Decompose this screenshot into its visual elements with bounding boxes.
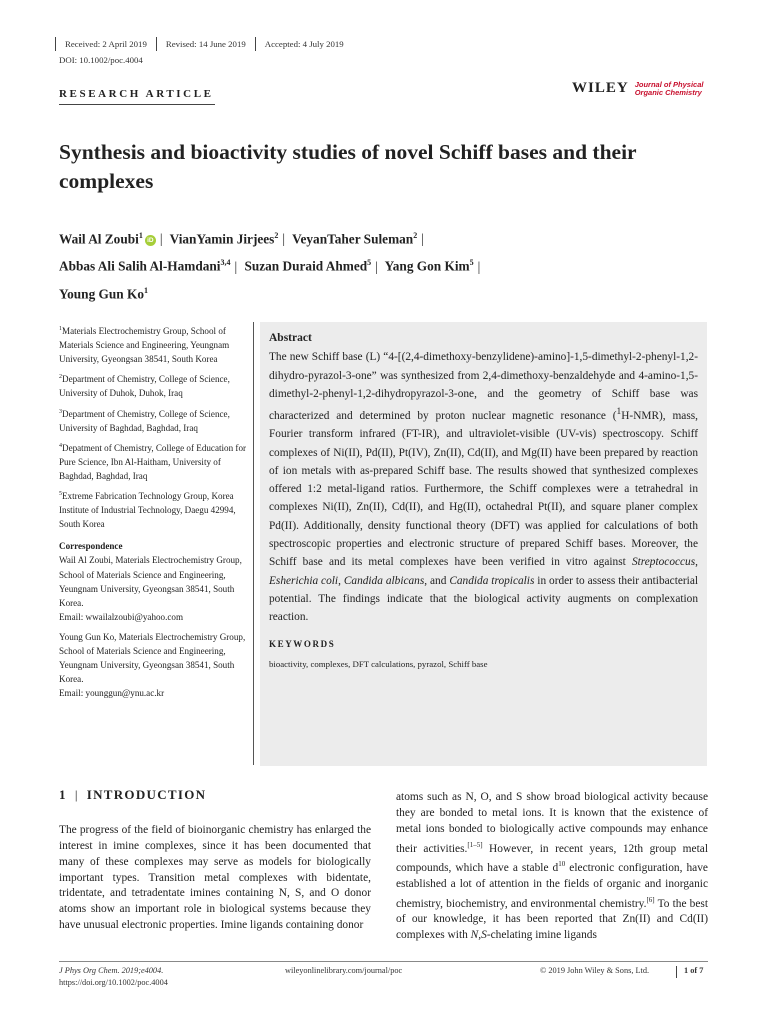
keywords-heading: KEYWORDS xyxy=(269,638,336,649)
author-affil-sup: 5 xyxy=(469,258,474,268)
revised-date: Revised: 14 June 2019 xyxy=(165,39,246,49)
footer-journal: J Phys Org Chem. 2019;e4004. xyxy=(59,966,164,975)
section-title: INTRODUCTION xyxy=(86,787,207,802)
correspondence-entry: Young Gun Ko, Materials Electrochemistry Group, School of Materials Science and Engineering, Yeungnam University, Gyeongsan 38541, South Korea. xyxy=(59,631,246,685)
article-title: Synthesis and bioactivity studies of novel Schiff bases and their complexes xyxy=(59,140,637,193)
abstract-heading: Abstract xyxy=(269,332,312,344)
abstract-box xyxy=(260,322,707,766)
author-separator: | xyxy=(477,258,481,274)
affiliation-text: Department of Chemistry, College of Science, University of Duhok, Duhok, Iraq xyxy=(59,374,230,399)
abstract-text xyxy=(269,348,698,626)
intro-heading xyxy=(59,787,206,803)
correspondence-email[interactable]: Email: younggun@ynu.ac.kr xyxy=(59,688,165,699)
organism-name: Streptococcus xyxy=(631,556,696,569)
author-list xyxy=(59,224,719,306)
author-name[interactable]: VianYamin Jirjees xyxy=(169,231,275,247)
journal-logo-line1: Journal of Physical xyxy=(634,79,704,89)
keywords: bioactivity, complexes, DFT calculations, pyrazol, Schiff base xyxy=(269,658,488,669)
correspondence-email[interactable]: Email: wwailalzoubi@yahoo.com xyxy=(59,611,184,622)
affiliation xyxy=(59,322,247,366)
column-divider xyxy=(253,322,254,765)
author-separator: | xyxy=(375,258,378,274)
body-text: However, in recent years, 12th group metal compounds, which have a stable d xyxy=(396,842,708,874)
section-number: 1 xyxy=(59,787,67,802)
affiliation-text: Materials Electrochemistry Group, School of Materials Science and Engineering, Yeungnam University, Gyeongsan 38541, South Korea xyxy=(59,326,230,365)
abstract-sup: 1 xyxy=(616,407,622,418)
author-affil-sup: 1 xyxy=(144,285,148,295)
affiliation xyxy=(59,439,247,483)
citation-ref[interactable]: [6] xyxy=(646,895,655,904)
author-name[interactable]: Suzan Duraid Ahmed xyxy=(244,258,368,274)
author-name[interactable]: VeyanTaher Suleman xyxy=(292,231,414,247)
author-separator: | xyxy=(282,231,286,247)
author-affil-sup: 1 xyxy=(138,231,143,240)
section-label: RESEARCH ARTICLE xyxy=(59,88,214,100)
citation-ref[interactable]: [1–5] xyxy=(467,840,483,849)
journal-logo-line2: Organic Chemistry xyxy=(634,87,702,97)
wiley-logo: WILEY xyxy=(572,80,629,96)
author-name[interactable]: Wail Al Zoubi xyxy=(59,231,139,247)
body-text: -chelating imine ligands xyxy=(486,929,597,942)
footer-rule xyxy=(59,961,708,962)
affiliation xyxy=(59,370,247,400)
footer-copyright: © 2019 John Wiley & Sons, Ltd. xyxy=(540,966,650,975)
affiliation xyxy=(59,487,247,531)
footer-divider xyxy=(676,966,677,978)
author-affil-sup: 5 xyxy=(367,258,372,268)
journal-logo xyxy=(635,81,704,97)
author-separator: | xyxy=(234,258,238,274)
orcid-icon[interactable]: iD xyxy=(145,235,156,246)
author-affil-sup: 3,4 xyxy=(220,258,231,268)
body-text: atoms such as N, O, and S show broad biological activity because they are bonded to metal ions. It is known that the existence of metal ions bonded to biologically active compounds may enhance their activities. xyxy=(396,791,708,855)
organism-name: Candida tropicalis xyxy=(449,574,535,587)
superscript: 10 xyxy=(558,860,566,869)
publisher-logo xyxy=(572,80,703,97)
author-name[interactable]: Abbas Ali Salih Al-Hamdani xyxy=(59,258,221,274)
intro-column-right xyxy=(396,790,708,944)
correspondence-entry: Wail Al Zoubi, Materials Electrochemistry Group, School of Materials Science and Engineering, Yeungnam University, Gyeongsan 38541, South Korea. xyxy=(59,555,242,608)
author-separator: | xyxy=(159,231,163,247)
section-rule xyxy=(59,104,215,105)
author-affil-sup: 2 xyxy=(413,231,418,240)
intro-column-left: The progress of the field of bioinorganic chemistry has enlarged the interest in imine complexes, since it has been documented that many of these complexes may serve as models for biologically important types. Transition metal complexes with bidentate, tridentate, and tetradentate imines containing N, S, and O donor atoms show an important role in biological systems because they have unusual electronic properties. Imine ligands containing donor xyxy=(59,824,371,932)
body-text: To the best of our knowledge, it has been reported that Zn(II) and Cd(II) complexes with xyxy=(396,897,708,942)
affiliation-number: 2 xyxy=(59,374,62,381)
accepted-date: Accepted: 4 July 2019 xyxy=(264,39,344,49)
correspondence-heading: Correspondence xyxy=(59,541,123,552)
author-separator: | xyxy=(421,231,424,247)
abstract-part: , and xyxy=(424,574,450,587)
abstract-part: , xyxy=(695,556,698,569)
abstract-part: The new Schiff base (L) “4-[(2,4-dimethoxy-benzylidene)-amino]-1,5-dimethyl-2-phenyl-1,2-dihydro-pyrazol-3-one” was synthesized from 2,4-dimethoxy-benzaldehyde and 4-amino-1,5-dimethyl-2-phenyl-1,2-dihydropyrazol-3-one, and the geometry of Schiff base was characterized and determined by proton nuclear magnetic resonance ( xyxy=(269,351,698,422)
organism-name: Esherichia coli xyxy=(269,574,339,587)
doi[interactable]: DOI: 10.1002/poc.4004 xyxy=(59,55,143,65)
abstract-part: H-NMR), mass, Fourier transform infrared (FT-IR), and ultraviolet-visible (UV-vis) spectroscopy. Schiff complexes of Ni(II), Pd(II), Pt(IV), Zn(II), Cd(II), and Mg(II) have been prepared by reaction of ion metals with as-prepared Schiff base. The results showed that synthesized complexes offered 1:2 metal-ligand ratios. Furthermore, the Schiff complexes were a tetrahedral in complexes Ni(II), Zn(II), Cd(II), and Hg(II), octahedral Pt(II), and square planer complex Pd(II). Additionally, density functional theory (DFT) was applied for calculations of both spectroscopic properties and electronic structure of prepared Schiff bases. Moreover, the Schiff base and its metal complexes have been verified in vitro against xyxy=(269,409,698,569)
received-date: Received: 2 April 2019 xyxy=(65,39,147,49)
author-name[interactable]: Young Gun Ko xyxy=(59,286,144,302)
affiliation-text: Extreme Fabrication Technology Group, Korea Institute of Industrial Technology, Daegu 42994, South Korea xyxy=(59,491,236,530)
affiliation-number: 3 xyxy=(59,408,62,415)
affiliation-text: Depatment of Chemistry, College of Education for Pure Science, Ibn Al-Haitham, University of Baghdad, Baghdad, Iraq xyxy=(59,442,247,481)
author-affil-sup: 2 xyxy=(274,231,279,240)
article-dates xyxy=(55,36,353,52)
footer-citation xyxy=(59,965,168,989)
author-name[interactable]: Yang Gon Kim xyxy=(384,258,470,274)
affiliation-number: 1 xyxy=(59,326,62,332)
organism-name: Candida albicans xyxy=(343,574,425,587)
affiliation-text: Department of Chemistry, College of Science, University of Baghdad, Baghdad, Iraq xyxy=(59,408,230,433)
abstract-part: , xyxy=(338,574,344,587)
affiliation xyxy=(59,405,247,435)
body-text: electronic configuration, have established a lot of attention in the fields of organic and inorganic chemistry, biochemistry, and environmental chemistry. xyxy=(396,861,708,910)
abstract-part: in order to assess their antibacterial potential. The findings indicate that the biological activity augments on complexation reaction. xyxy=(269,574,699,624)
affiliation-number: 4 xyxy=(59,442,62,449)
heading-separator: | xyxy=(74,787,79,802)
affiliation-number: 5 xyxy=(59,491,62,498)
footer-url[interactable]: https://doi.org/10.1002/poc.4004 xyxy=(59,978,168,987)
page-number: 1 of 7 xyxy=(684,966,704,975)
footer-site[interactable]: wileyonlinelibrary.com/journal/poc xyxy=(285,966,403,975)
affiliations xyxy=(59,322,247,700)
body-italic: N,S xyxy=(470,929,487,942)
